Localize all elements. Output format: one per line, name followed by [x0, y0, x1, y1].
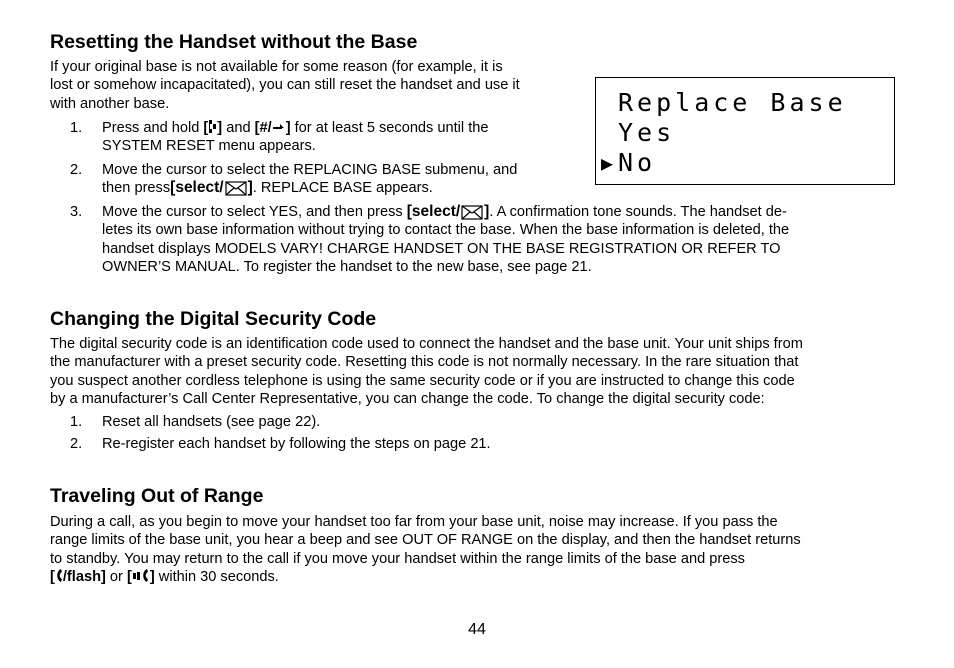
cursor-arrow-icon: ▶: [601, 151, 618, 175]
step-text: . A confirmation tone sounds. The handset de-: [489, 204, 787, 220]
reset-intro-line: If your original base is not available for some reason (for example, it is: [50, 59, 503, 75]
reset-intro-line: lost or somehow incapacitated), you can still reset the handset and use it: [50, 77, 520, 94]
step-number: 1.: [70, 120, 83, 136]
step-text: Press and hold: [102, 120, 200, 136]
section-title-security: Changing the Digital Security Code: [50, 308, 377, 330]
phone-off-icon: [208, 119, 217, 134]
speaker-key: [ ]: [126, 568, 155, 585]
step-text: handset displays MODELS VARY! CHARGE HANDSET ON THE BASE REGISTRATION OR REFER TO: [102, 240, 781, 257]
reset-step-1: [102, 119, 582, 156]
step-number: 3.: [70, 204, 83, 220]
pound-key: [#/ ]: [254, 120, 291, 136]
speaker-phone-icon: [132, 568, 150, 583]
lcd-line-no: No: [618, 148, 657, 177]
range-text: within 30 seconds.: [158, 568, 279, 585]
security-body: [50, 335, 910, 408]
security-body-line: The digital security code is an identification code used to connect the handset and the base unit. Your unit ships from: [50, 336, 803, 352]
security-step-1: Reset all handsets (see page 22).: [102, 414, 321, 430]
envelope-icon: [461, 205, 483, 220]
step-number: 1.: [70, 414, 83, 430]
range-body-line: to standby. You may return to the call if you move your handset within the range limits of the base and press: [50, 550, 745, 567]
lcd-display: [595, 77, 895, 185]
arrow-right-icon: [272, 122, 286, 132]
page-number: 44: [468, 621, 486, 638]
lcd-line-replace-base: Replace Base: [618, 88, 847, 117]
step-text: Move the cursor to select the REPLACING BASE submenu, and: [102, 162, 518, 178]
security-body-line: the manufacturer with a preset security code. Resetting this code is not normally necessary. In the rare situation that: [50, 354, 799, 371]
security-body-line: by a manufacturer’s Call Center Representative, you can change the code. To change the digital security code:: [50, 390, 765, 407]
reset-intro-line: with another base.: [50, 95, 170, 112]
select-key: [select/ ]: [406, 203, 490, 220]
talk-key: [ ]: [203, 120, 223, 136]
select-key: [select/ ]: [170, 179, 253, 197]
step-text: letes its own base information without trying to contact the base. When the base information is deleted, the: [102, 222, 790, 239]
security-step-2: Re-register each handset by following the steps on page 21.: [102, 436, 491, 452]
section-title-range: Traveling Out of Range: [50, 485, 264, 507]
lcd-line-yes: Yes: [618, 118, 676, 147]
step-text: . REPLACE BASE appears.: [252, 180, 433, 197]
step-text: and: [226, 120, 251, 136]
step-number: 2.: [70, 436, 83, 452]
range-text: or: [109, 568, 123, 585]
step-text: OWNER’S MANUAL. To register the handset to the new base, see page 21.: [102, 258, 592, 275]
envelope-icon: [225, 181, 247, 196]
range-body: [50, 513, 910, 586]
range-body-line: range limits of the base unit, you hear a beep and see OUT OF RANGE on the display, and then the handset returns: [50, 532, 801, 549]
step-number: 2.: [70, 162, 83, 178]
reset-step-2: [102, 161, 582, 198]
step-text: Move the cursor to select YES, and then press: [102, 204, 403, 220]
reset-step-3: [102, 203, 902, 276]
phone-handset-icon: [55, 568, 63, 583]
step-text: then press: [102, 180, 171, 197]
security-body-line: you suspect another cordless telephone is using the same security code or if you are instructed to change this code: [50, 372, 795, 389]
step-text: for at least 5 seconds until the: [294, 120, 489, 136]
range-body-line: During a call, as you begin to move your handset too far from your base unit, noise may increase. If you pass the: [50, 514, 778, 530]
talk-flash-key: [ /flash]: [50, 568, 106, 585]
section-title-reset: Resetting the Handset without the Base: [50, 31, 418, 53]
step-text: SYSTEM RESET menu appears.: [102, 138, 316, 155]
reset-intro: [50, 58, 590, 113]
